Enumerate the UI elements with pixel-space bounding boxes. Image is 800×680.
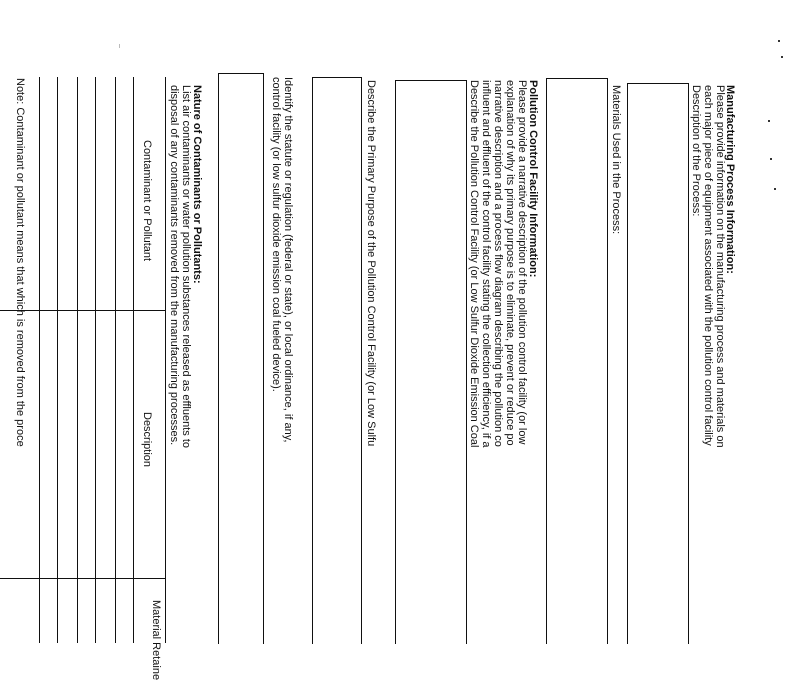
pollution-control-line-4: influent and effluent of the control facility stating the collection efficiency, if a (480, 80, 492, 448)
pollution-control-line-1: Please provide a narrative description of the pollution control facility (or low (516, 80, 528, 445)
scan-mark (119, 44, 120, 48)
contaminants-heading: Nature of Contaminants or Pollutants: (191, 85, 203, 284)
table-row-border (57, 77, 58, 643)
manufacturing-line-2: each major piece of equipment associated with the pollution control facility (702, 85, 714, 446)
materials-label: Materials Used in the Process: (610, 85, 622, 235)
statute-box[interactable] (218, 73, 264, 644)
table-header-contaminant: Contaminant or Pollutant (141, 140, 153, 262)
table-top-border (165, 77, 166, 643)
primary-purpose-label: Describe the Primary Purpose of the Pollution Control Facility (or Low Sulfu (365, 80, 377, 447)
statute-line-2: control facility (or low sulfur dioxide emission coal fueled device). (270, 77, 282, 392)
table-row-border (95, 77, 96, 643)
process-description-box[interactable] (627, 83, 689, 644)
process-description-label: Description of the Process: (690, 85, 702, 217)
table-header-bottom-border (133, 77, 134, 643)
pollution-control-line-3: narrative description and a process flow diagram describing the pollution co (492, 80, 504, 447)
table-row-border (115, 77, 116, 643)
statute-line-1: Identify the statute or regulation (federal or state), or local ordinance, if any, (282, 77, 294, 443)
scan-speck (774, 188, 776, 190)
contaminants-line-2: disposal of any contaminants removed from the manufacturing processes. (168, 85, 180, 446)
table-column-divider (0, 578, 166, 579)
table-row-border (39, 77, 40, 643)
primary-purpose-box[interactable] (312, 77, 362, 644)
manufacturing-heading: Manufacturing Process Information: (724, 85, 736, 274)
pollution-control-description-box[interactable] (395, 80, 467, 644)
table-row-border (77, 77, 78, 643)
scan-speck (778, 40, 780, 42)
pollution-control-line-5: Describe the Pollution Control Facility (or Low Sulfur Dioxide Emission Coal (468, 80, 480, 448)
pollution-control-heading: Pollution Control Facility Information: (527, 80, 539, 278)
pollution-control-line-2: explanation of why its primary purpose is to eliminate, prevent or reduce po (504, 80, 516, 446)
manufacturing-line-1: Please provide information on the manufacturing process and materials on (714, 85, 726, 448)
scan-speck (781, 56, 783, 58)
contaminants-line-1: List air contaminants or water pollution substances released as effluents to (180, 85, 192, 448)
table-header-material-retained: Material Retaine (150, 600, 162, 680)
note-text: Note: Contaminant or pollutant means that which is removed from the proce (14, 78, 26, 447)
materials-box[interactable] (546, 78, 608, 644)
scan-speck (768, 120, 770, 122)
table-header-description: Description (141, 412, 153, 468)
scan-speck (770, 158, 772, 160)
